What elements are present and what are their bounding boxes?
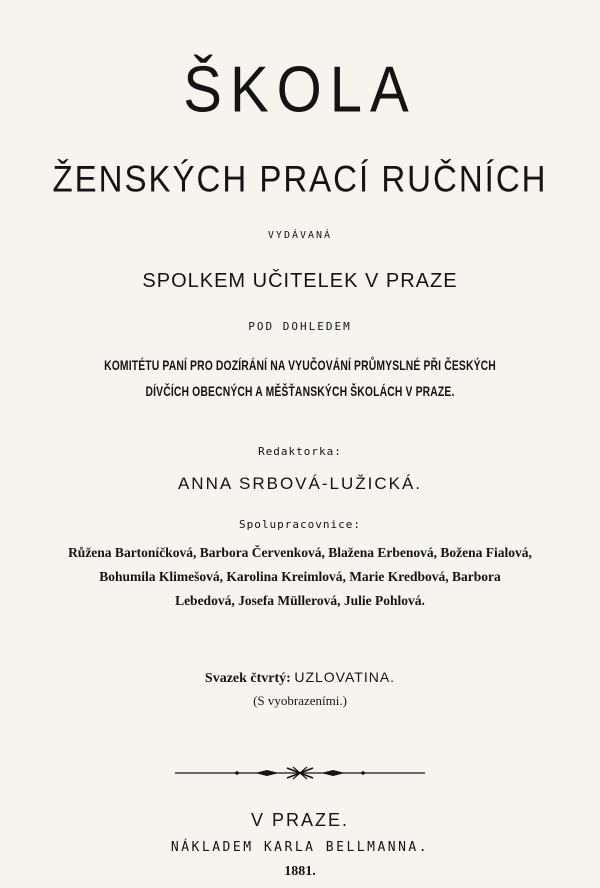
editor-label: Redaktorka:: [258, 445, 342, 458]
volume-title: UZLOVATINA.: [294, 669, 396, 685]
volume-line: [0, 669, 600, 687]
publication-city: V PRAZE.: [250, 810, 350, 830]
society-name: SPOLKEM UČITELEK V PRAZE: [142, 270, 458, 292]
publisher-name: NÁKLADEM KARLA BELLMANNA.: [170, 840, 430, 855]
committee-line-2: DÍVČÍCH OBECNÝCH A MĚŠŤANSKÝCH ŠKOLÁCH V PRAZE.: [145, 383, 455, 399]
contributors-line-3: Lebedová, Josefa Müllerová, Julie Pohlová.: [175, 593, 425, 608]
publication-year: 1881.: [284, 864, 316, 879]
published-by-label: VYDÁVANÁ: [267, 230, 333, 241]
editor-name: ANNA SRBOVÁ-LUŽICKÁ.: [177, 474, 423, 493]
supervision-label: POD DOHLEDEM: [248, 320, 352, 333]
contributors-line-2: Bohumila Klimešová, Karolina Kreimlová, Marie Kredbová, Barbora: [99, 569, 501, 584]
illustrations-note: (S vyobrazeními.): [253, 693, 347, 708]
ornamental-rule-icon: [175, 766, 425, 780]
committee-line-1: KOMITÉTU PANÍ PRO DOZÍRÁNÍ NA VYUČOVÁNÍ PRŮMYSLNÉ PŘI ČESKÝCH: [104, 357, 496, 373]
book-title: ŠKOLA: [183, 53, 417, 126]
contributors-line-1: Růžena Bartoníčková, Barbora Červenková, Blažena Erbenová, Božena Fialová,: [68, 545, 532, 560]
volume-label: Svazek čtvrtý:: [204, 671, 291, 686]
book-subtitle: ŽENSKÝCH PRACÍ RUČNÍCH: [52, 158, 548, 200]
contributors-label: Spolupracovnice:: [239, 518, 361, 531]
